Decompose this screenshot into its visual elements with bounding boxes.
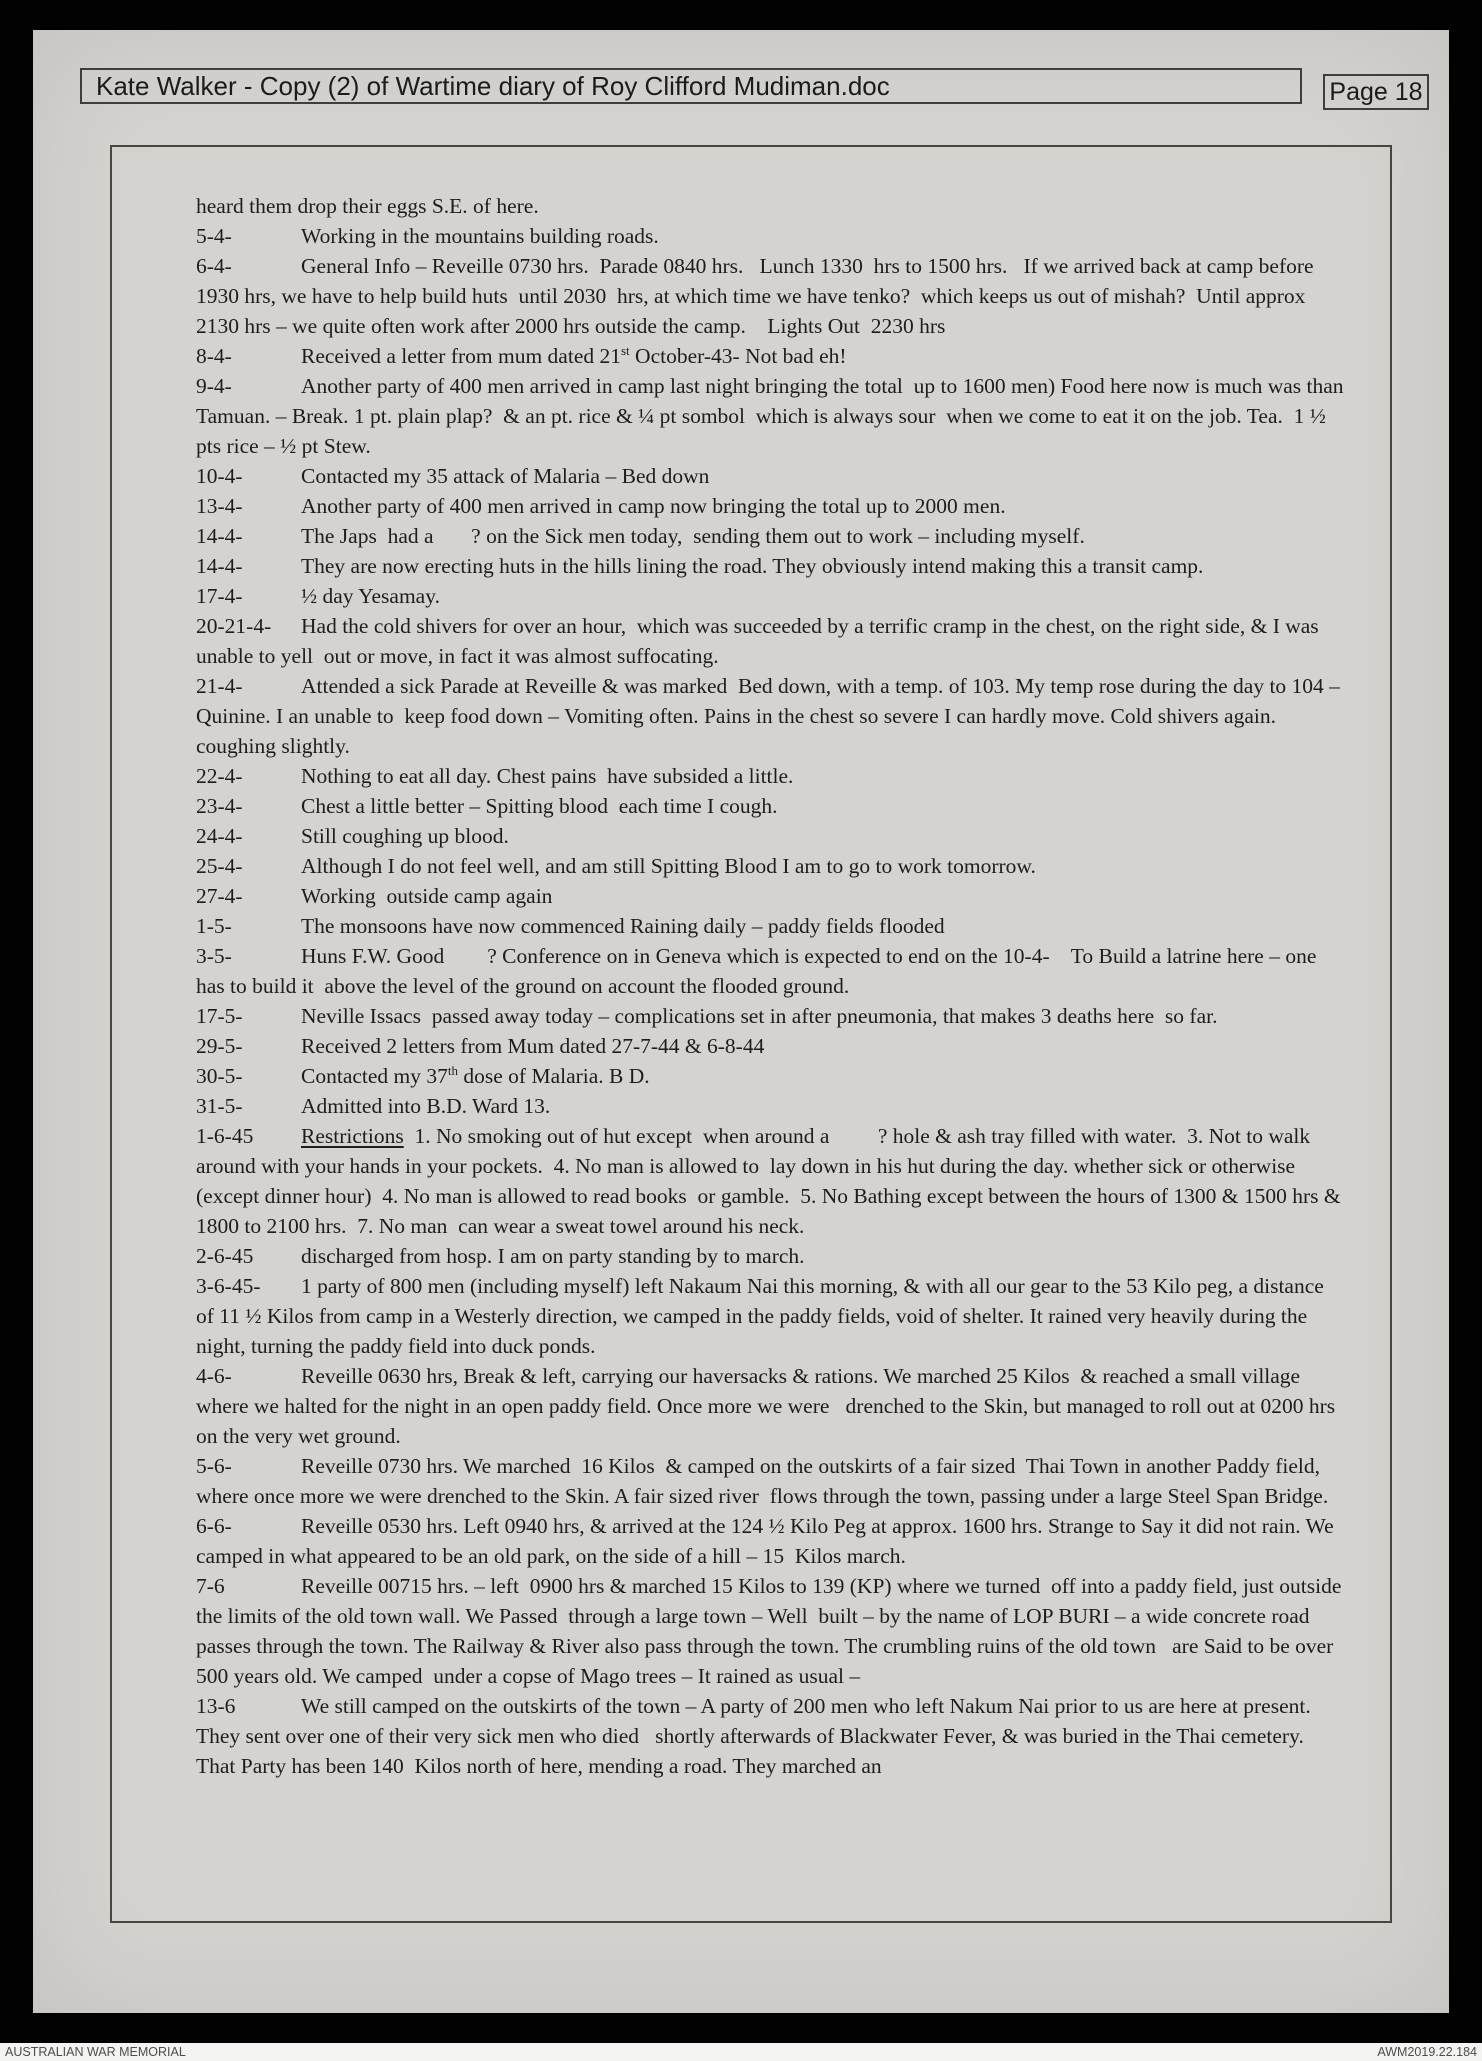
diary-entry (196, 191, 1346, 221)
entry-text: Reveille 0630 hrs, Break & left, carrying our haversacks & rations. We marched 25 Kilos & reached a small village where we halted for the night in an open paddy field. Once more we were drenched to the Skin, but managed to roll out at 0200 hrs on the very wet ground. (196, 1364, 1341, 1448)
entry-date: 29-5- (196, 1034, 243, 1058)
diary-entry (196, 1241, 1346, 1271)
entry-date: 23-4- (196, 794, 243, 818)
entry-text: October-43- Not bad eh! (629, 344, 847, 368)
diary-entry (196, 1571, 1346, 1691)
entry-text: Working in the mountains building roads. (301, 224, 659, 248)
diary-entry (196, 851, 1346, 881)
entry-date: 4-6- (196, 1364, 232, 1388)
document-page (33, 30, 1449, 2013)
entry-text: Attended a sick Parade at Reveille & was marked Bed down, with a temp. of 103. My temp rose during the day to 104 – Quinine. I an unable to keep food down – Vomiting often. Pains in the chest so severe I can hardly move. Cold shivers again. coughing slightly. (196, 674, 1346, 758)
entry-text: Received 2 letters from Mum dated 27-7-44 & 6-8-44 (301, 1034, 765, 1058)
entry-text: Contacted my 35 attack of Malaria – Bed down (301, 464, 710, 488)
diary-entry (196, 671, 1346, 761)
entry-text: Another party of 400 men arrived in camp last night bringing the total up to 1600 men) Food here now is much was than Tamuan. – Break. 1 pt. plain plap? & an pt. rice & ¼ pt sombol which is always sour when we come to eat it on the job. Tea. 1 ½ pts rice – ½ pt Stew. (196, 374, 1349, 458)
archive-footer (0, 2043, 1482, 2061)
entry-date: 5-4- (196, 224, 232, 248)
entry-date: 13-4- (196, 494, 243, 518)
entry-date: 3-6-45- (196, 1274, 261, 1298)
diary-entry (196, 581, 1346, 611)
entry-text: Huns F.W. Good ? Conference on in Geneva which is expected to end on the 10-4- To Build a latrine here – one has to build it above the level of the ground on account the flooded ground. (196, 944, 1328, 998)
entry-text: Contacted my 37 (301, 1064, 448, 1088)
entry-text: The Japs had a ? on the Sick men today, sending them out to work – including myself. (301, 524, 1085, 548)
entry-date: 14-4- (196, 524, 243, 548)
entry-text: Another party of 400 men arrived in camp now bringing the total up to 2000 men. (301, 494, 1006, 518)
entry-text: 1 party of 800 men (including myself) left Nakaum Nai this morning, & with all our gear to the 53 Kilo peg, a distance of 11 ½ Kilos from camp in a Westerly direction, we camped in the paddy fields, void of shelter. It rained very heavily during the night, turning the paddy field into duck ponds. (196, 1274, 1330, 1358)
entry-text: dose of Malaria. B D. (458, 1064, 650, 1088)
diary-entry (196, 1001, 1346, 1031)
entry-date: 8-4- (196, 344, 232, 368)
diary-entry (196, 1511, 1346, 1571)
entry-text: Neville Issacs passed away today – complications set in after pneumonia, that makes 3 deaths here so far. (301, 1004, 1218, 1028)
entry-date: 1-5- (196, 914, 232, 938)
diary-entry (196, 521, 1346, 551)
diary-entry (196, 881, 1346, 911)
doc-title: Kate Walker - Copy (2) of Wartime diary of Roy Clifford Mudiman.doc (96, 70, 890, 101)
diary-entry (196, 251, 1346, 341)
entry-date: 14-4- (196, 554, 243, 578)
entry-text: Had the cold shivers for over an hour, which was succeeded by a terrific cramp in the chest, on the right side, & I was unable to yell out or move, in fact it was almost suffocating. (196, 614, 1325, 668)
entry-date: 6-6- (196, 1514, 232, 1538)
diary-entry (196, 1061, 1346, 1091)
diary-entry (196, 911, 1346, 941)
diary-text-frame (110, 145, 1392, 1923)
entry-text: Admitted into B.D. Ward 13. (301, 1094, 551, 1118)
entry-text: heard them drop their eggs S.E. of here. (196, 194, 539, 218)
entry-date: 24-4- (196, 824, 243, 848)
diary-entry (196, 941, 1346, 1001)
entry-text: We still camped on the outskirts of the town – A party of 200 men who left Nakum Nai prior to us are here at present. They sent over one of their very sick men who died shortly afterwards of Blackwater Fever, & was buried in the Thai cemetery. That Party has been 140 Kilos north of here, mending a road. They marched an (196, 1694, 1316, 1778)
diary-entry (196, 371, 1349, 461)
entry-text: ½ day Yesamay. (301, 584, 440, 608)
diary-entry (196, 1121, 1346, 1241)
diary-entry (196, 461, 1346, 491)
entry-text: discharged from hosp. I am on party standing by to march. (301, 1244, 805, 1268)
doc-header-title-box (80, 68, 1302, 104)
entry-date: 6-4- (196, 254, 232, 278)
entry-text: Nothing to eat all day. Chest pains have subsided a little. (301, 764, 794, 788)
page-number-box (1323, 74, 1429, 110)
diary-entry (196, 761, 1346, 791)
entry-text-superscript: st (621, 342, 630, 358)
entry-text: Working outside camp again (301, 884, 553, 908)
entry-date: 31-5- (196, 1094, 243, 1118)
diary-entry (196, 341, 1346, 371)
archive-name: AUSTRALIAN WAR MEMORIAL (5, 2045, 186, 2059)
entry-date: 3-5- (196, 944, 232, 968)
entry-text: Reveille 00715 hrs. – left 0900 hrs & marched 15 Kilos to 139 (KP) where we turned off into a paddy field, just outside the limits of the old town wall. We Passed through a large town – Well built – by the name of LOP BURI – a wide concrete road passes through the town. The Railway & River also pass through the town. The crumbling ruins of the old town are Said to be over 500 years old. We camped under a copse of Mago trees – It rained as usual – (196, 1574, 1347, 1688)
diary-entry (196, 491, 1346, 521)
entry-date: 20-21-4- (196, 614, 272, 638)
diary-entry (196, 821, 1346, 851)
entry-text: They are now erecting huts in the hills lining the road. They obviously intend making this a transit camp. (301, 554, 1204, 578)
diary-entry (196, 551, 1346, 581)
entry-date: 5-6- (196, 1454, 232, 1478)
diary-entries (196, 191, 1349, 1781)
entry-text: Still coughing up blood. (301, 824, 509, 848)
entry-date: 21-4- (196, 674, 243, 698)
entry-text-underlined: Restrictions (301, 1124, 404, 1148)
diary-entry (196, 1361, 1346, 1451)
entry-text: General Info – Reveille 0730 hrs. Parade 0840 hrs. Lunch 1330 hrs to 1500 hrs. If we arrived back at camp before 1930 hrs, we have to help build huts until 2030 hrs, at which time we have tenko? which keeps us out of mishah? Until approx 2130 hrs – we quite often work after 2000 hrs outside the camp. Lights Out 2230 hrs (196, 254, 1319, 338)
diary-entry (196, 1271, 1346, 1361)
entry-text: Chest a little better – Spitting blood each time I cough. (301, 794, 778, 818)
entry-date: 9-4- (196, 374, 232, 398)
diary-entry (196, 1031, 1346, 1061)
entry-date: 10-4- (196, 464, 243, 488)
entry-text: The monsoons have now commenced Raining daily – paddy fields flooded (301, 914, 945, 938)
entry-text: Reveille 0530 hrs. Left 0940 hrs, & arrived at the 124 ½ Kilo Peg at approx. 1600 hrs. Strange to Say it did not rain. We camped in what appeared to be an old park, on the side of a hill – 15 Kilos march. (196, 1514, 1340, 1568)
entry-text: Reveille 0730 hrs. We marched 16 Kilos & camped on the outskirts of a fair sized Thai Town in another Paddy field, where once more we were drenched to the Skin. A fair sized river flows through the town, passing under a large Steel Span Bridge. (196, 1454, 1329, 1508)
entry-date: 30-5- (196, 1064, 243, 1088)
entry-date: 25-4- (196, 854, 243, 878)
entry-date: 13-6 (196, 1694, 236, 1718)
entry-text: 1. No smoking out of hut except when around a ? hole & ash tray filled with water. 3. Not to walk around with your hands in your pockets. 4. No man is allowed to lay down in his hut during the day. whether sick or otherwise (except dinner hour) 4. No man is allowed to read books or gamble. 5. No Bathing except between the hours of 1300 & 1500 hrs & 1800 to 2100 hrs. 7. No man can wear a sweat towel around his neck. (196, 1124, 1346, 1238)
entry-text: Received a letter from mum dated 21 (301, 344, 621, 368)
entry-date: 17-4- (196, 584, 243, 608)
archive-id: AWM2019.22.184 (1377, 2045, 1477, 2059)
diary-entry (196, 791, 1346, 821)
diary-entry (196, 1691, 1346, 1781)
entry-date: 1-6-45 (196, 1124, 254, 1148)
entry-text-superscript: th (447, 1062, 459, 1078)
diary-entry (196, 1091, 1346, 1121)
entry-date: 27-4- (196, 884, 243, 908)
entry-date: 17-5- (196, 1004, 243, 1028)
page-number: Page 18 (1329, 77, 1423, 106)
entry-date: 7-6 (196, 1574, 225, 1598)
diary-entry (196, 1451, 1346, 1511)
entry-date: 22-4- (196, 764, 243, 788)
entry-date: 2-6-45 (196, 1244, 254, 1268)
diary-entry (196, 221, 1346, 251)
entry-text: Although I do not feel well, and am still Spitting Blood I am to go to work tomorrow. (301, 854, 1036, 878)
diary-entry (196, 611, 1346, 671)
